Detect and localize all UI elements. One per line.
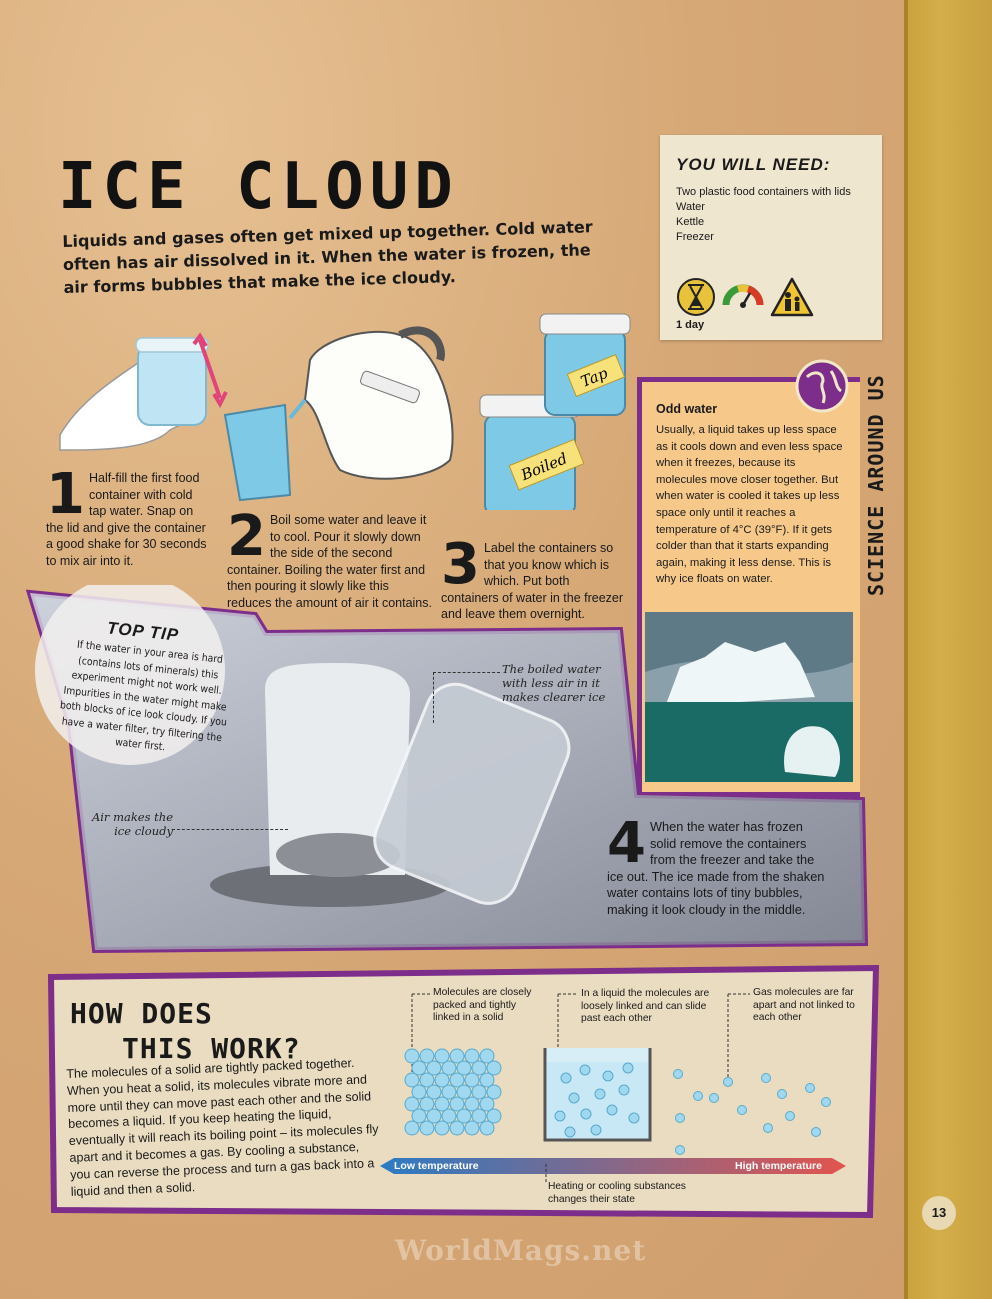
molecule [629, 1113, 639, 1123]
molecule [420, 1121, 434, 1135]
molecule [555, 1111, 565, 1121]
info-icons [676, 275, 816, 319]
materials-list [676, 185, 851, 245]
molecule [581, 1109, 591, 1119]
step-text: Label the containers so that you know which is which. Put both containers of water in the freezer and leave them overnight. [441, 541, 624, 621]
molecule [591, 1125, 601, 1135]
molecule [595, 1089, 605, 1099]
hand-shaking-container-illustration [60, 336, 226, 450]
page-title: ICE CLOUD [58, 150, 459, 224]
step-number: 1 [46, 462, 85, 527]
molecule [710, 1094, 719, 1103]
how-title [70, 996, 301, 1066]
boiled-label: Boiled [518, 449, 570, 485]
materials-item: Freezer [676, 231, 714, 243]
molecule [405, 1121, 419, 1135]
molecule [786, 1112, 795, 1121]
step-text: Boil some water and leave it to cool. Pour it slowly down the side of the second container. Boiling the water first and then pouring it slowly like this reduces the amount of air it contains. [227, 513, 432, 610]
state-caption: Heating or cooling substances changes their state [548, 1181, 686, 1205]
materials-item: Kettle [676, 216, 705, 228]
molecule [450, 1121, 464, 1135]
molecule [561, 1073, 571, 1083]
molecule [676, 1114, 685, 1123]
molecule [764, 1124, 773, 1133]
molecule [724, 1078, 733, 1087]
how-title-line2: THIS WORK? [122, 1032, 301, 1065]
intro-text: Liquids and gases often get mixed up together. Cold water often has air dissolved in it. When the water is frozen, the air forms bubbles that make the ice cloudy. [62, 217, 593, 297]
molecule [603, 1071, 613, 1081]
molecule [676, 1146, 685, 1155]
how-title-line1: HOW DOES [70, 997, 213, 1030]
odd-water-heading: Odd water [656, 402, 718, 416]
globe-icon [793, 357, 851, 415]
annotation-air-makes: Air makes the ice cloudy [91, 810, 173, 838]
page-edge [904, 0, 992, 1299]
molecule [694, 1092, 703, 1101]
step-text: Half-fill the first food container with cold tap water. Snap on the lid and give the container a good shake for 30 seconds to mix air into it. [46, 471, 207, 568]
step-number: 3 [441, 532, 480, 597]
how-text: The molecules of a solid are tightly packed together. When you heat a solid, its molecules vibrate more and more until they can move past each other and the solid becomes a liquid. If you keep heating the liquid, eventually it will reach its boiling point – its molecules fly apart and it becomes a gas. By cooling a substance, you can reverse the process and turn a gas back into a liquid and then a solid. [66, 1055, 379, 1199]
materials-item: Water [676, 201, 705, 213]
molecule [435, 1121, 449, 1135]
high-temp-label: High temperature [735, 1160, 822, 1172]
annotation-leader-line [172, 829, 288, 830]
page-number: 13 [922, 1196, 956, 1230]
difficulty-gauge-icon [726, 288, 760, 308]
molecule [762, 1074, 771, 1083]
step-number: 4 [607, 811, 646, 876]
hourglass-icon [678, 279, 714, 315]
molecule [619, 1085, 629, 1095]
annotation-boiled-water: The boiled water with less air in it makes clearer ice [502, 662, 606, 704]
time-required: 1 day [676, 319, 705, 331]
adult-supervision-icon [772, 279, 812, 315]
gas-molecules [674, 1070, 831, 1155]
molecule [778, 1090, 787, 1099]
annotation-leader-line [433, 672, 500, 723]
solid-caption: Molecules are closely packed and tightly linked in a solid [433, 987, 532, 1023]
low-temp-label: Low temperature [394, 1160, 479, 1172]
you-will-need-panel [660, 135, 882, 340]
step-1 [46, 462, 211, 569]
molecule [674, 1070, 683, 1079]
molecule [569, 1093, 579, 1103]
molecule [607, 1105, 617, 1115]
top-tip-text: If the water in your area is hard (contains lots of minerals) this experiment might not work well. Impurities in the water might make both blocks of ice look cloudy. If you have a water filter, try filtering the water first. [59, 638, 228, 754]
step-text: When the water has frozen solid remove the containers from the freezer and take the ice out. The ice made from the shaken water contains lots of tiny bubbles, making it look cloudy in the middle. [607, 819, 825, 917]
odd-water-text: Usually, a liquid takes up less space as it cools down and even less space when it freezes, because its molecules move closer together. But when water is cooled it takes up less space only until it reaches a temperature of 4°C (39°F). If it gets colder than that it starts expanding again, making it less dense. This is why ice floats on water. [656, 424, 843, 586]
molecule [580, 1065, 590, 1075]
solid-molecules [405, 1049, 501, 1135]
science-around-us-label [853, 370, 893, 610]
materials-item: Two plastic food containers with lids [676, 186, 851, 198]
top-tip-heading: TOP TIP [106, 618, 181, 645]
molecule [480, 1121, 494, 1135]
liquid-caption: In a liquid the molecules are loosely linked and can slide past each other [581, 988, 710, 1024]
molecule [465, 1121, 479, 1135]
watermark: WorldMags.net [395, 1234, 647, 1267]
molecule [812, 1128, 821, 1137]
step-4 [607, 811, 829, 918]
kettle-pouring-illustration [225, 330, 453, 500]
step-number: 2 [227, 504, 266, 569]
molecule [806, 1084, 815, 1093]
molecule [822, 1098, 831, 1107]
tap-container-illustration [540, 314, 630, 415]
molecule [565, 1127, 575, 1137]
side-label-text: SCIENCE AROUND US [864, 374, 888, 596]
page-edge-line [904, 0, 908, 1299]
you-will-need-heading: YOU WILL NEED: [676, 155, 831, 174]
gas-caption: Gas molecules are far apart and not linked to each other [753, 987, 855, 1023]
molecule [738, 1106, 747, 1115]
tap-label: Tap [578, 363, 611, 391]
molecule [623, 1063, 633, 1073]
